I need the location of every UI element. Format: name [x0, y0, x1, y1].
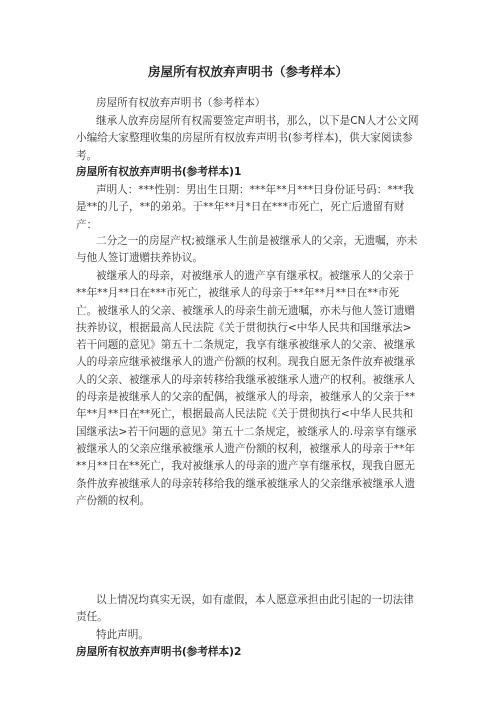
section-heading-2: 房屋所有权放弃声明书(参考样本)2: [76, 646, 242, 658]
inheritance-rights-paragraph: 被继承人的母亲，对被继承人的遗产享有继承权。被继承人的父亲于**年**月**日在***市死亡，被继承人的母亲于**年**月**日在**市死亡。被继承人的父亲、被继承人的母亲生前无遗嘱，亦未与他人签订遗赠扶养协议，根据最高人民法院《关于贯彻执行<中华人民共和国继承法>若干问题的意见》第五十二条规定，我享有继承被继承人的父亲、被继承人的母亲应继承被继承人的遗产份额的权利。现我自愿无条件放弃被继承人的父亲、被继承人的母亲转移给我继承被继承人遗产的权利。被继承人的母亲是被继承人的父亲的配偶，被继承人的母亲，被继承人的父亲于**年**月**日在**死亡，根据最高人民法院《关于贯彻执行<中华人民共和国继承法>若干问题的意见》第五十二条规定，被继承人的.母亲享有继承被继承人的父亲应继承被继承人遗产份额的权利，被继承人的母亲于**年**月**日在**死亡，我对被继承人的母亲的遗产享有继承权，现我自愿无条件放弃被继承人的母亲转移给我的继承被继承人的父亲继承被继承人遗产份额的权利。: [76, 270, 417, 507]
declarant-paragraph: 声明人：***性别：男出生日期：***年**月***日身份证号码：***我是**的儿子，**的弟弟。于**年**月*日在***市死亡，死亡后遗留有财产：: [76, 184, 414, 231]
truthfulness-paragraph: 以上情况均真实无误，如有虚假，本人愿意承担由此引起的一切法律责任。: [76, 594, 414, 624]
section-heading-1: 房屋所有权放弃声明书(参考样本)1: [76, 166, 242, 178]
intro-paragraph: 继承人放弃房屋所有权需要签定声明书，那么，以下是CN人才公文网小编给大家整理收集的房屋所有权放弃声明书(参考样本)，供大家阅读参考。: [76, 115, 419, 162]
closing-statement: 特此声明。: [96, 629, 149, 641]
intro-subtitle: 房屋所有权放弃声明书（参考样本）: [96, 97, 266, 109]
property-share-paragraph: 二分之一的房屋产权;被继承人生前是被继承人的父亲，无遗嘱，亦未与他人签订遗赠扶养协议。: [76, 235, 418, 265]
document-title: 房屋所有权放弃声明书（参考样本）: [147, 64, 348, 79]
